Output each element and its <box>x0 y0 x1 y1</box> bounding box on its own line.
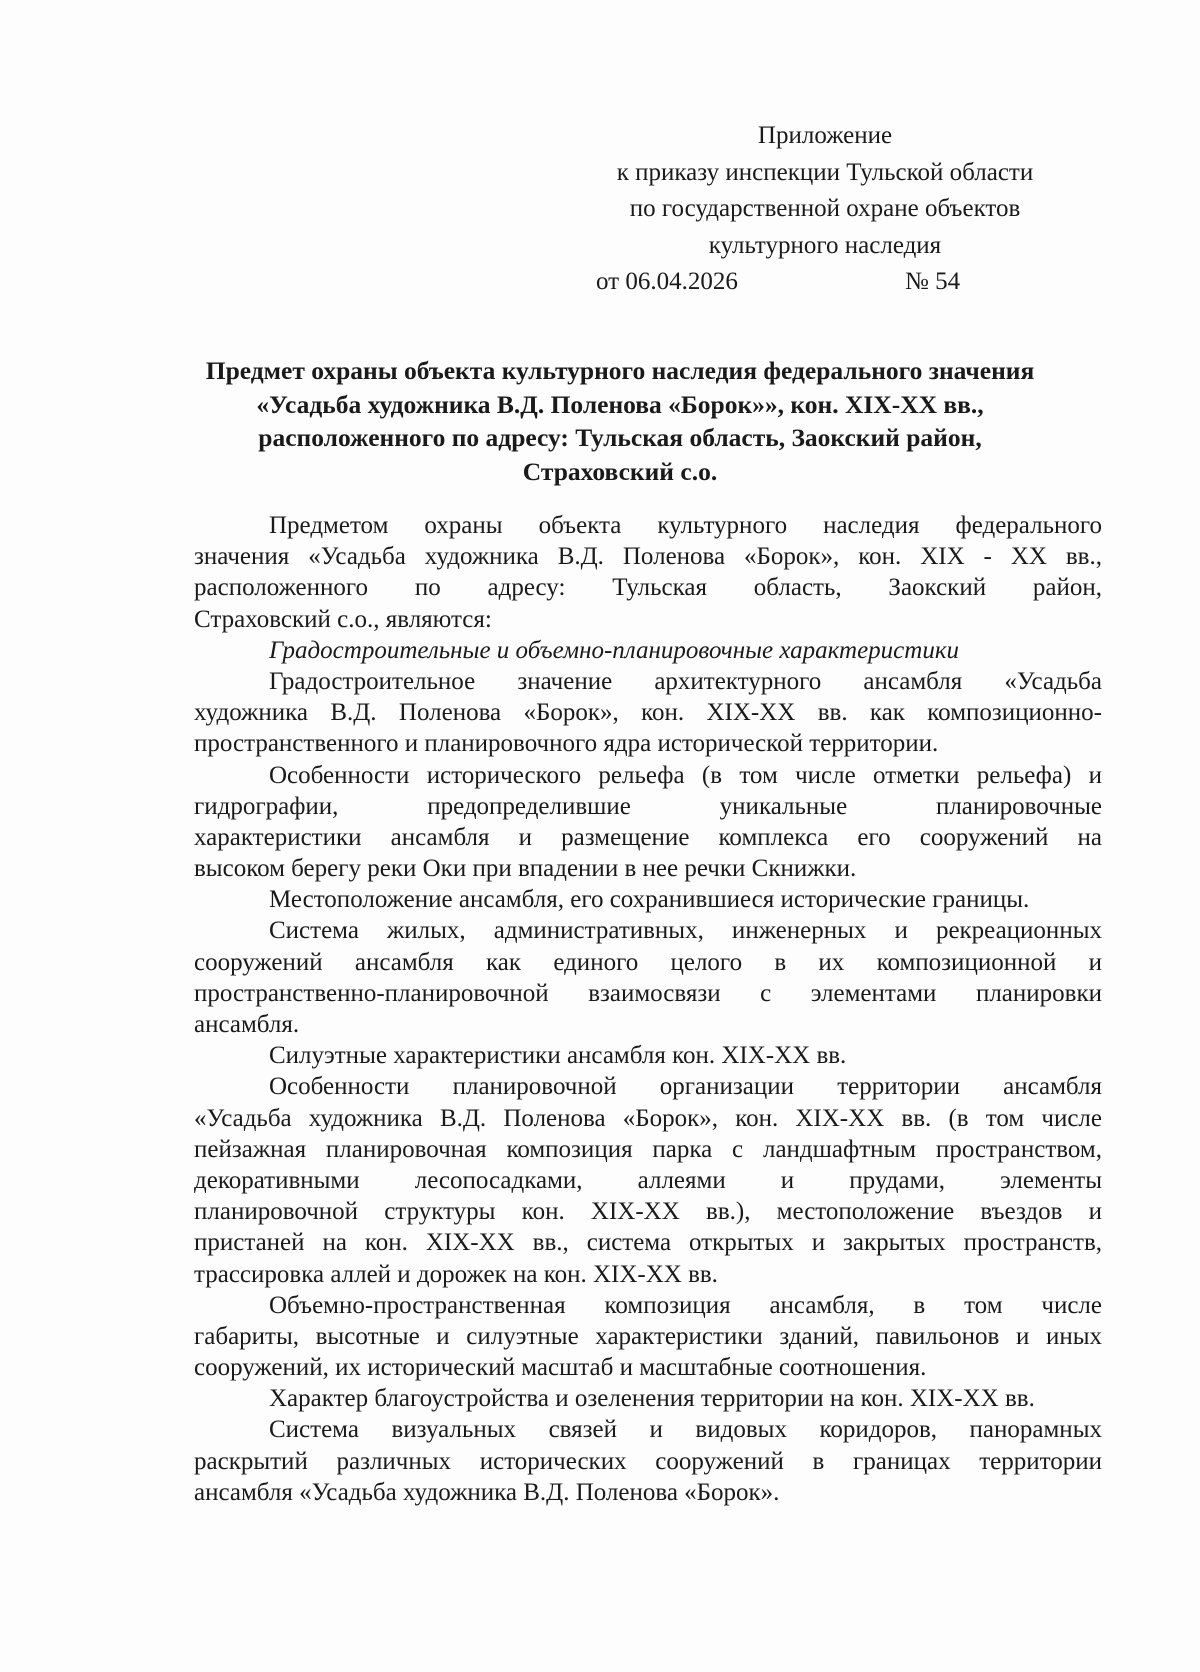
document-title <box>170 354 1070 488</box>
order-date: от 06.04.2026 <box>596 268 738 295</box>
text-line: Местоположение ансамбля, его сохранившиеся исторические границы. <box>269 886 1030 914</box>
text-line: пространственно-планировочной взаимосвязи с элементами планировки <box>194 979 1102 1007</box>
text-line: Предметом охраны объекта культурного наследия федерального <box>269 512 1102 539</box>
appendix-line: по государственной охране объектов <box>629 195 1021 222</box>
text-line: Градостроительное значение архитектурного ансамбля «Усадьба <box>269 667 1102 695</box>
text-line: раскрытий различных исторических сооружений в границах территории <box>194 1447 1102 1475</box>
text-line: характеристики ансамбля и размещение комплекса его сооружений на <box>194 823 1102 851</box>
title-line: расположенного по адресу: Тульская область, Заокский район, <box>258 423 982 452</box>
text-line: пристаней на кон. XIX-XX вв., система открытых и закрытых пространств, <box>194 1229 1102 1257</box>
text-line: «Усадьба художника В.Д. Поленова «Борок», кон. XIX-XX вв. (в том числе <box>194 1104 1102 1132</box>
text-line: расположенного по адресу: Тульская область, Заокский район, <box>194 574 1102 602</box>
text-line: сооружений, их исторический масштаб и масштабные соотношения. <box>194 1354 927 1382</box>
text-line: пейзажная планировочная композиция парка с ландшафтным пространством, <box>194 1135 1102 1163</box>
text-line: Особенности исторического рельефа (в том числе отметки рельефа) и <box>269 761 1102 789</box>
text-line: габариты, высотные и силуэтные характеристики зданий, павильонов и иных <box>194 1322 1102 1350</box>
appendix-line: культурного наследия <box>708 231 942 259</box>
paragraph-visual-links <box>194 1414 1102 1508</box>
title-line: Страховский с.о. <box>522 456 718 486</box>
text-line: декоративными лесопосадками, аллеями и прудами, элементы <box>194 1166 1102 1194</box>
text-line: гидрографии, предопределившие уникальные планировочные <box>194 792 1102 820</box>
text-line: Система жилых, административных, инженерных и рекреационных <box>269 917 1102 945</box>
text-line: Силуэтные характеристики ансамбля кон. XIX-XX вв. <box>269 1042 847 1070</box>
appendix-line: к приказу инспекции Тульской области <box>616 158 1034 186</box>
text-line: пространственного и планировочного ядра исторической территории. <box>194 730 939 758</box>
text-line: ансамбля. <box>194 1011 300 1038</box>
appendix-header <box>575 118 1075 301</box>
text-line: высоком берегу реки Оки при впадении в нее речки Скнижки. <box>194 855 857 883</box>
paragraph-planning <box>194 1071 1102 1289</box>
text-line: сооружений ансамбля как единого целого в их композиционной и <box>194 948 1102 976</box>
title-line: Предмет охраны объекта культурного наследия федерального значения <box>205 356 1035 385</box>
text-line: Особенности планировочной организации территории ансамбля <box>269 1073 1102 1101</box>
paragraph-intro <box>194 510 1102 635</box>
section-heading-text: Градостроительные и объемно-планировочные характеристики <box>269 636 960 664</box>
text-line: Система визуальных связей и видовых коридоров, панорамных <box>269 1416 1102 1444</box>
title-line: «Усадьба художника В.Д. Поленова «Борок»», кон. XIX-XX вв., <box>256 389 984 419</box>
text-line: Страховский с.о., являются: <box>194 605 492 633</box>
paragraph-system <box>194 915 1102 1040</box>
text-line: планировочной структуры кон. XIX-XX вв.), местоположение въездов и <box>194 1198 1102 1226</box>
text-line: художника В.Д. Поленова «Борок», кон. XIX-XX вв. как композиционно- <box>194 699 1102 727</box>
appendix-line: Приложение <box>757 122 893 149</box>
paragraph-landscaping <box>194 1383 1102 1414</box>
document-body <box>194 510 1102 1508</box>
text-line: ансамбля «Усадьба художника В.Д. Поленова «Борок». <box>194 1478 780 1506</box>
paragraph-urban-significance <box>194 666 1102 760</box>
text-line: трассировка аллей и дорожек на кон. XIX-XX вв. <box>194 1260 718 1288</box>
section-heading <box>194 635 1102 666</box>
paragraph-volume <box>194 1290 1102 1384</box>
paragraph-location <box>194 884 1102 915</box>
paragraph-relief <box>194 760 1102 885</box>
text-line: значения «Усадьба художника В.Д. Поленова «Борок», кон. XIX - XX вв., <box>194 543 1102 571</box>
paragraph-silhouette <box>194 1040 1102 1071</box>
appendix-date-row <box>575 264 1075 301</box>
order-number: № 54 <box>905 268 961 295</box>
text-line: Характер благоустройства и озеленения территории на кон. XIX-XX вв. <box>269 1385 1035 1413</box>
text-line: Объемно-пространственная композиция ансамбля, в том числе <box>269 1291 1102 1319</box>
